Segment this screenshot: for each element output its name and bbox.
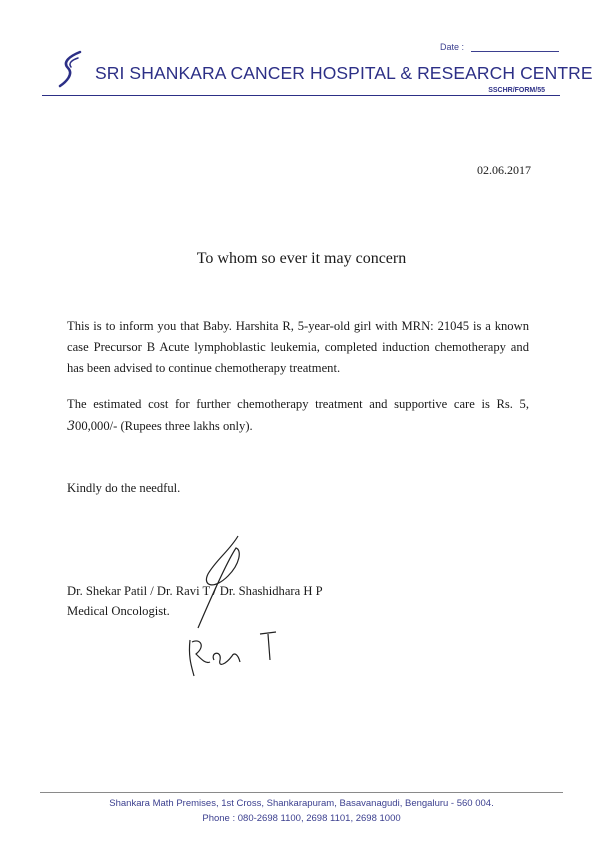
header-divider (42, 95, 560, 96)
body-paragraph-cost (67, 394, 529, 437)
handwritten-correction: 3 (67, 418, 76, 433)
form-code: SSCHR/FORM/55 (488, 87, 545, 94)
designation: Medical Oncologist. (67, 604, 170, 618)
letter-date: 02.06.2017 (477, 163, 531, 177)
closing-line: Kindly do the needful. (67, 481, 181, 495)
s-logo-icon (56, 48, 86, 90)
footer-address: Shankara Math Premises, 1st Cross, Shankarapuram, Basavanagudi, Bengaluru - 560 004. (109, 798, 494, 809)
date-label: Date : (440, 42, 465, 52)
cost-text: The estimated cost for further chemotherapy treatment and supportive care is Rs. 5, (67, 397, 529, 411)
footer-divider (40, 792, 563, 793)
date-blank-line (471, 51, 559, 52)
hospital-name: SRI SHANKARA CANCER HOSPITAL & RESEARCH CENTRE (95, 63, 593, 83)
cost-amount: 00,000/- (Rupees three lakhs only). (75, 419, 253, 433)
handwritten-signature (180, 530, 300, 690)
body-paragraph-diagnosis: This is to inform you that Baby. Harshita R, 5-year-old girl with MRN: 21045 is a known case Precursor B Acute lymphoblastic leukemia, completed induction chemotherapy and has been advised to continue chemotherapy treatment. (67, 319, 529, 375)
footer-phone: Phone : 080-2698 1100, 2698 1101, 2698 1000 (202, 813, 401, 824)
signatories: Dr. Shekar Patil / Dr. Ravi T / Dr. Shashidhara H P (67, 584, 323, 598)
letter-subject: To whom so ever it may concern (196, 250, 407, 267)
